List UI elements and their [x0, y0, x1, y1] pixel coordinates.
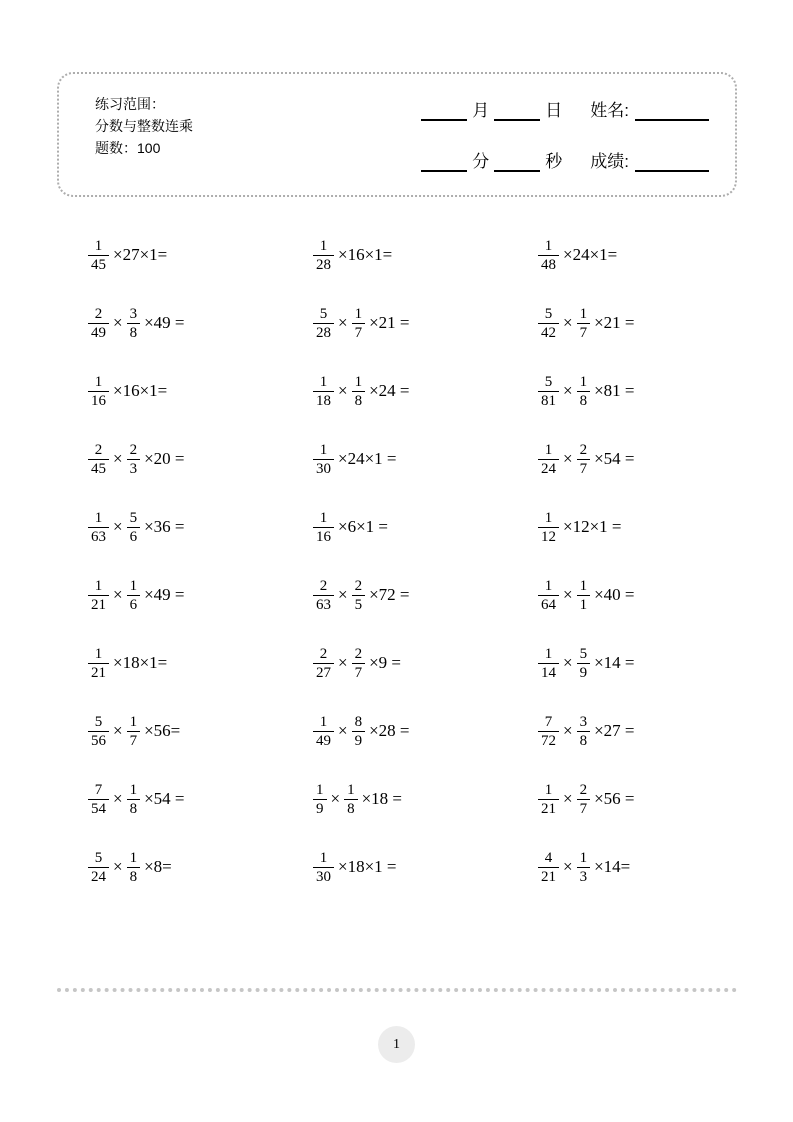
fraction: [538, 509, 559, 546]
fraction-numerator: 2: [129, 441, 138, 458]
expression-text: ×: [563, 449, 573, 468]
fraction: [352, 645, 366, 682]
expression-text: ×: [563, 381, 573, 400]
fraction-numerator: 5: [94, 713, 103, 730]
fraction: [313, 577, 334, 614]
problem: [310, 509, 535, 546]
expression-text: ×27×1=: [113, 245, 168, 264]
header-box: [57, 72, 737, 197]
fraction: [538, 713, 559, 750]
fraction-numerator: 2: [319, 645, 328, 662]
fraction-denominator: 5: [352, 595, 366, 614]
date-name-row: [416, 96, 709, 121]
fraction-numerator: 1: [544, 645, 553, 662]
fraction-numerator: 1: [94, 237, 103, 254]
fraction-numerator: 1: [544, 441, 553, 458]
fraction: [127, 849, 141, 886]
fraction: [538, 645, 559, 682]
fraction-numerator: 1: [354, 373, 363, 390]
expression-text: ×: [563, 653, 573, 672]
problem: [85, 305, 310, 342]
fraction: [127, 577, 141, 614]
expression-text: ×18×1=: [113, 653, 168, 672]
fraction-denominator: 45: [88, 255, 109, 274]
fraction-denominator: 30: [313, 459, 334, 478]
fraction-denominator: 7: [127, 731, 141, 750]
expression-text: ×16×1=: [338, 245, 393, 264]
fraction-denominator: 54: [88, 799, 109, 818]
problem: [535, 781, 745, 818]
expression-text: ×: [113, 857, 123, 876]
fraction: [88, 849, 109, 886]
fraction-denominator: 7: [577, 799, 591, 818]
expression-text: ×: [113, 449, 123, 468]
problem: [535, 305, 745, 342]
fraction-numerator: 5: [94, 849, 103, 866]
fraction-denominator: 42: [538, 323, 559, 342]
expression-text: ×28 =: [369, 721, 410, 740]
fraction-denominator: 14: [538, 663, 559, 682]
fraction: [577, 713, 591, 750]
month-blank-line: [421, 103, 467, 121]
expression-text: ×: [113, 789, 123, 808]
problem: [310, 305, 535, 342]
problem: [85, 645, 310, 682]
fraction-numerator: 2: [94, 441, 103, 458]
fraction-numerator: 1: [544, 577, 553, 594]
fraction-denominator: 63: [88, 527, 109, 546]
fraction-denominator: 28: [313, 255, 334, 274]
fraction-numerator: 1: [94, 373, 103, 390]
fraction: [313, 373, 334, 410]
practice-range-label: 练习范围：: [95, 96, 165, 112]
problem: [310, 713, 535, 750]
expression-text: ×12×1 =: [563, 517, 622, 536]
expression-text: ×: [338, 721, 348, 740]
fraction-numerator: 1: [579, 849, 588, 866]
fraction-denominator: 48: [538, 255, 559, 274]
fraction-numerator: 3: [579, 713, 588, 730]
fraction: [344, 781, 358, 818]
fraction-denominator: 21: [88, 663, 109, 682]
fraction-denominator: 16: [313, 527, 334, 546]
problem: [535, 441, 745, 478]
fraction-numerator: 1: [354, 305, 363, 322]
fraction-numerator: 1: [544, 237, 553, 254]
fraction-denominator: 8: [352, 391, 366, 410]
fraction-denominator: 81: [538, 391, 559, 410]
fraction-denominator: 9: [352, 731, 366, 750]
fraction: [127, 713, 141, 750]
problem: [310, 781, 535, 818]
fraction-denominator: 12: [538, 527, 559, 546]
fraction: [352, 305, 366, 342]
fraction-denominator: 6: [127, 527, 141, 546]
problem: [310, 373, 535, 410]
minute-blank-line: [421, 154, 467, 172]
problem: [85, 781, 310, 818]
fraction: [127, 441, 141, 478]
expression-text: ×49 =: [144, 313, 185, 332]
problem: [85, 509, 310, 546]
second-label: 秒: [545, 152, 563, 171]
fraction: [127, 305, 141, 342]
fraction: [577, 645, 591, 682]
fraction-denominator: 9: [313, 799, 327, 818]
fraction-denominator: 16: [88, 391, 109, 410]
expression-text: ×: [330, 789, 341, 808]
expression-text: ×21 =: [369, 313, 410, 332]
problem: [310, 577, 535, 614]
expression-text: ×16×1=: [113, 381, 168, 400]
fraction: [352, 577, 366, 614]
fraction: [313, 441, 334, 478]
expression-text: ×72 =: [369, 585, 410, 604]
fraction: [538, 237, 559, 274]
fraction: [88, 577, 109, 614]
fraction-denominator: 49: [313, 731, 334, 750]
score-blank-line: [635, 154, 709, 172]
fraction: [127, 781, 141, 818]
expression-text: ×14=: [594, 857, 631, 876]
expression-text: ×9 =: [369, 653, 402, 672]
expression-text: ×81 =: [594, 381, 635, 400]
problem: [85, 713, 310, 750]
expression-text: ×49 =: [144, 585, 185, 604]
fraction: [313, 713, 334, 750]
page-number: 1: [393, 1036, 400, 1052]
fraction-numerator: 5: [544, 305, 553, 322]
fraction: [313, 645, 334, 682]
problem: [535, 645, 745, 682]
fraction-numerator: 1: [319, 849, 328, 866]
fraction-numerator: 2: [354, 645, 363, 662]
fraction-denominator: 21: [538, 799, 559, 818]
day-label: 日: [545, 101, 563, 120]
fraction-numerator: 1: [129, 713, 138, 730]
month-label: 月: [472, 101, 490, 120]
fraction-numerator: 1: [319, 237, 328, 254]
question-count-label: 题数：100: [95, 140, 161, 156]
fraction: [538, 305, 559, 342]
expression-text: ×14 =: [594, 653, 635, 672]
fraction: [313, 781, 327, 818]
fraction: [88, 373, 109, 410]
fraction-numerator: 1: [579, 373, 588, 390]
fraction-denominator: 9: [577, 663, 591, 682]
fraction-denominator: 24: [538, 459, 559, 478]
fraction-denominator: 63: [313, 595, 334, 614]
fraction-denominator: 3: [577, 867, 591, 886]
fraction-denominator: 24: [88, 867, 109, 886]
fraction-denominator: 8: [577, 391, 591, 410]
fraction: [313, 237, 334, 274]
expression-text: ×56=: [144, 721, 181, 740]
fraction: [88, 441, 109, 478]
fraction: [88, 305, 109, 342]
fraction: [313, 305, 334, 342]
fraction-numerator: 1: [316, 781, 324, 798]
expression-text: ×: [338, 585, 348, 604]
expression-text: ×: [338, 313, 348, 332]
fraction: [352, 713, 366, 750]
fraction: [577, 781, 591, 818]
fraction-numerator: 1: [94, 577, 103, 594]
fraction-denominator: 21: [88, 595, 109, 614]
fraction-numerator: 1: [579, 305, 588, 322]
expression-text: ×36 =: [144, 517, 185, 536]
fraction-denominator: 7: [577, 459, 591, 478]
fraction-denominator: 49: [88, 323, 109, 342]
fraction-numerator: 1: [94, 509, 103, 526]
expression-text: ×: [563, 721, 573, 740]
fraction-denominator: 7: [577, 323, 591, 342]
fraction-numerator: 1: [129, 577, 138, 594]
expression-text: ×24×1 =: [338, 449, 397, 468]
expression-text: ×6×1 =: [338, 517, 389, 536]
fraction-numerator: 5: [579, 645, 588, 662]
problem: [535, 373, 745, 410]
expression-text: ×20 =: [144, 449, 185, 468]
expression-text: ×18×1 =: [338, 857, 397, 876]
page-number-badge: [378, 1026, 415, 1063]
fraction-numerator: 1: [347, 781, 355, 798]
expression-text: ×8=: [144, 857, 172, 876]
problem: [310, 645, 535, 682]
fraction: [127, 509, 141, 546]
fraction-denominator: 8: [577, 731, 591, 750]
fraction-denominator: 8: [127, 323, 141, 342]
fraction-numerator: 2: [319, 577, 328, 594]
problem: [85, 237, 310, 274]
problems-grid: [85, 221, 745, 901]
problem: [535, 577, 745, 614]
fraction: [313, 849, 334, 886]
expression-text: ×: [113, 313, 123, 332]
fraction-denominator: 56: [88, 731, 109, 750]
name-label: 姓名:: [590, 101, 629, 120]
fraction-numerator: 2: [579, 781, 588, 798]
fraction-denominator: 7: [352, 663, 366, 682]
expression-text: ×: [338, 653, 348, 672]
expression-text: ×: [563, 789, 573, 808]
expression-text: ×40 =: [594, 585, 635, 604]
fraction: [538, 441, 559, 478]
fraction-denominator: 30: [313, 867, 334, 886]
expression-text: ×18 =: [361, 789, 403, 808]
date-name-area: [416, 96, 709, 172]
fraction-numerator: 1: [129, 849, 138, 866]
fraction-numerator: 1: [319, 713, 328, 730]
score-label: 成绩:: [590, 152, 629, 171]
problem: [535, 509, 745, 546]
fraction-numerator: 7: [544, 713, 553, 730]
fraction: [313, 509, 334, 546]
fraction: [538, 849, 559, 886]
fraction-denominator: 1: [577, 595, 591, 614]
fraction: [88, 645, 109, 682]
fraction: [577, 373, 591, 410]
expression-text: ×: [563, 857, 573, 876]
problem: [85, 577, 310, 614]
fraction-denominator: 6: [127, 595, 141, 614]
expression-text: ×56 =: [594, 789, 635, 808]
expression-text: ×: [563, 313, 573, 332]
fraction: [577, 849, 591, 886]
fraction-numerator: 2: [94, 305, 103, 322]
fraction: [88, 713, 109, 750]
fraction-denominator: 45: [88, 459, 109, 478]
fraction-numerator: 2: [579, 441, 588, 458]
practice-topic-label: 分数与整数连乘: [95, 118, 193, 134]
problem: [310, 237, 535, 274]
expression-text: ×: [113, 517, 123, 536]
fraction-denominator: 8: [127, 867, 141, 886]
expression-text: ×: [563, 585, 573, 604]
expression-text: ×24 =: [369, 381, 410, 400]
fraction-numerator: 1: [579, 577, 588, 594]
fraction-numerator: 1: [319, 441, 328, 458]
expression-text: ×: [113, 721, 123, 740]
footer-divider: [57, 988, 737, 992]
name-blank-line: [635, 103, 709, 121]
fraction-numerator: 5: [544, 373, 553, 390]
fraction-numerator: 1: [544, 509, 553, 526]
fraction-denominator: 72: [538, 731, 559, 750]
minute-label: 分: [472, 152, 490, 171]
fraction: [577, 441, 591, 478]
fraction-numerator: 8: [354, 713, 363, 730]
fraction-numerator: 1: [319, 373, 328, 390]
expression-text: ×21 =: [594, 313, 635, 332]
fraction-denominator: 8: [344, 799, 358, 818]
fraction-numerator: 4: [544, 849, 553, 866]
second-blank-line: [494, 154, 540, 172]
fraction: [538, 781, 559, 818]
fraction: [352, 373, 366, 410]
fraction-denominator: 7: [352, 323, 366, 342]
fraction-denominator: 3: [127, 459, 141, 478]
fraction-denominator: 64: [538, 595, 559, 614]
problem: [85, 849, 310, 886]
fraction: [88, 509, 109, 546]
worksheet-info: [95, 93, 193, 159]
fraction-numerator: 1: [129, 781, 138, 798]
fraction-numerator: 3: [129, 305, 138, 322]
fraction-numerator: 5: [319, 305, 328, 322]
expression-text: ×24×1=: [563, 245, 618, 264]
fraction-denominator: 21: [538, 867, 559, 886]
fraction: [577, 577, 591, 614]
fraction: [88, 237, 109, 274]
fraction: [577, 305, 591, 342]
fraction-numerator: 1: [319, 509, 328, 526]
fraction-numerator: 2: [354, 577, 363, 594]
problem: [535, 849, 745, 886]
fraction-numerator: 7: [94, 781, 103, 798]
fraction-denominator: 28: [313, 323, 334, 342]
fraction-denominator: 8: [127, 799, 141, 818]
problem: [85, 441, 310, 478]
problem: [535, 237, 745, 274]
expression-text: ×54 =: [144, 789, 185, 808]
fraction-numerator: 1: [544, 781, 553, 798]
expression-text: ×: [113, 585, 123, 604]
expression-text: ×: [338, 381, 348, 400]
problem: [535, 713, 745, 750]
problem: [310, 441, 535, 478]
fraction: [538, 373, 559, 410]
fraction: [88, 781, 109, 818]
expression-text: ×27 =: [594, 721, 635, 740]
fraction: [538, 577, 559, 614]
fraction-denominator: 27: [313, 663, 334, 682]
fraction-denominator: 18: [313, 391, 334, 410]
fraction-numerator: 1: [94, 645, 103, 662]
time-score-row: [416, 147, 709, 172]
day-blank-line: [494, 103, 540, 121]
problem: [310, 849, 535, 886]
problem: [85, 373, 310, 410]
expression-text: ×54 =: [594, 449, 635, 468]
fraction-numerator: 5: [129, 509, 138, 526]
